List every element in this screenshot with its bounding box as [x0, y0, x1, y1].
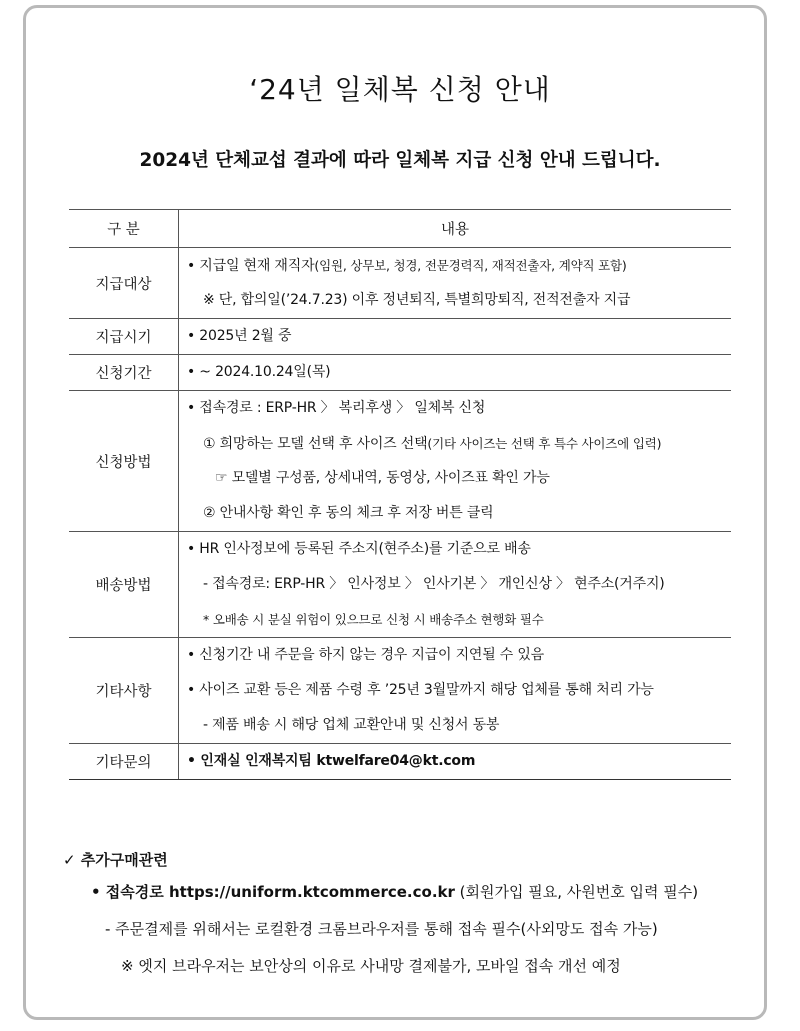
- header-category: 구 분: [69, 210, 179, 248]
- page-title: ‘24년 일체복 신청 안내: [249, 73, 551, 106]
- row-content: [179, 248, 732, 319]
- row-content: [179, 319, 732, 355]
- row-content: [179, 355, 732, 391]
- row-content: [179, 532, 732, 638]
- row-category: 신청방법: [69, 391, 179, 532]
- row-line: • 사이즈 교환 등은 제품 수령 후 ’25년 3월말까지 해당 업체를 통해 처리 가능: [187, 682, 654, 698]
- table-header-row: [69, 210, 731, 248]
- row-line: • 접속경로 : ERP-HR 〉 복리후생 〉 일체복 신청: [187, 400, 486, 416]
- edge-notice-line: ※ 엣지 브라우저는 보안상의 이유로 사내망 결제불가, 모바일 접속 개선 예정: [121, 957, 621, 975]
- table-row-delivery: [69, 532, 731, 638]
- row-category: 지급대상: [69, 248, 179, 319]
- browser-requirement-line: - 주문결제를 위해서는 로컬환경 크롬브라우저를 통해 접속 필수(사외망도 접속 가능): [105, 920, 658, 938]
- row-line: • 신청기간 내 주문을 하지 않는 경우 지급이 지연될 수 있음: [187, 647, 545, 663]
- page-subtitle: 2024년 단체교섭 결과에 따라 일체복 지급 신청 안내 드립니다.: [139, 150, 661, 171]
- row-category: 지급시기: [69, 319, 179, 355]
- table-row-target: [69, 248, 731, 319]
- row-line: • 2025년 2월 중: [187, 328, 292, 344]
- row-category: 신청기간: [69, 355, 179, 391]
- row-line: • HR 인사정보에 등록된 주소지(현주소)를 기준으로 배송: [187, 541, 531, 557]
- table-row-apply-method: [69, 391, 731, 532]
- row-line: ② 안내사항 확인 후 동의 체크 후 저장 버튼 클릭: [203, 505, 494, 521]
- table-row-apply-period: [69, 355, 731, 391]
- row-line: - 접속경로: ERP-HR 〉 인사정보 〉 인사기본 〉 개인신상 〉 현주소(거주지): [203, 576, 665, 592]
- section-heading: ✓ 추가구매관련: [63, 851, 168, 869]
- row-content: [179, 391, 732, 532]
- row-line: - 제품 배송 시 해당 업체 교환안내 및 신청서 동봉: [203, 717, 500, 733]
- row-line: • 지급일 현재 재직자(임원, 상무보, 청경, 전문경력직, 재적전출자, 계약직 포함): [187, 258, 627, 274]
- table-row-contact: [69, 744, 731, 780]
- row-category: 기타사항: [69, 638, 179, 744]
- row-line: * 오배송 시 분실 위험이 있으므로 신청 시 배송주소 현행화 필수: [203, 612, 544, 627]
- row-content: [179, 744, 732, 780]
- header-content: 내용: [179, 210, 732, 248]
- row-line: ☞ 모델별 구성품, 상세내역, 동영상, 사이즈표 확인 가능: [215, 470, 550, 486]
- table-row-misc: [69, 638, 731, 744]
- row-category: 배송방법: [69, 532, 179, 638]
- access-path-link[interactable]: • 접속경로 https://uniform.ktcommerce.co.kr: [91, 883, 455, 901]
- access-path-line: [63, 874, 763, 911]
- row-line: • ~ 2024.10.24일(목): [187, 364, 331, 380]
- info-table: [69, 209, 731, 780]
- contact-line: • 인재실 인재복지팀 ktwelfare04@kt.com: [187, 753, 476, 769]
- row-line: ※ 단, 합의일(’24.7.23) 이후 정년퇴직, 특별희망퇴직, 전적전출자 지급: [203, 292, 631, 308]
- table-row-period: [69, 319, 731, 355]
- additional-purchase-section: [63, 846, 763, 985]
- row-line: ① 희망하는 모델 선택 후 사이즈 선택(기타 사이즈는 선택 후 특수 사이즈에 입력): [203, 436, 662, 452]
- row-content: [179, 638, 732, 744]
- row-category: 기타문의: [69, 744, 179, 780]
- access-path-note: (회원가입 필요, 사원번호 입력 필수): [454, 883, 699, 901]
